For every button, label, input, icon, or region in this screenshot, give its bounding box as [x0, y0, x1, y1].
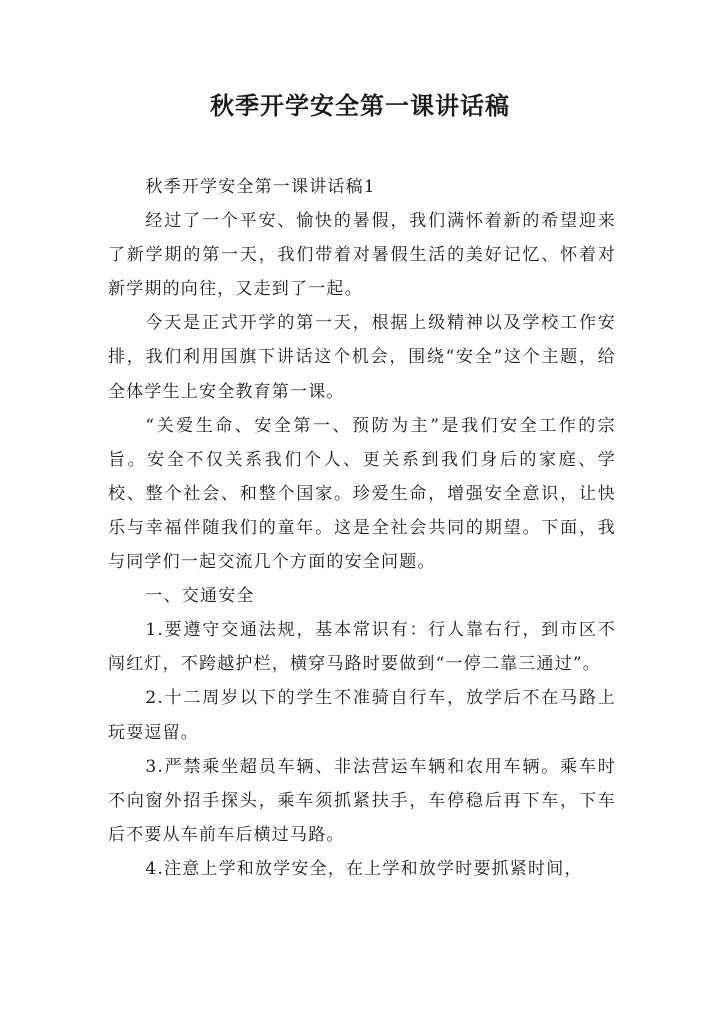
- paragraph: 4.注意上学和放学安全，在上学和放学时要抓紧时间，: [145, 858, 583, 879]
- document-body: [108, 170, 616, 886]
- paragraph: 3.严禁乘坐超员车辆、非法营运车辆和农用车辆。乘车时不向窗外招手探头，乘车须抓紧扶手，车停稳后再下车，下车后不要从车前车后横过马路。: [108, 756, 616, 845]
- section-heading: 一、交通安全: [145, 586, 255, 607]
- paragraph: “关爱生命、安全第一、预防为主”是我们安全工作的宗旨。安全不仅关系我们个人、更关系到我们身后的家庭、学校、整个社会、和整个国家。珍爱生命，增强安全意识，让快乐与幸福伴随我们的童年。这是全社会共同的期望。下面，我与同学们一起交流几个方面的安全问题。: [108, 415, 616, 573]
- paragraph-subtitle: 秋季开学安全第一课讲话稿1: [145, 177, 376, 197]
- document-title: 秋季开学安全第一课讲话稿: [210, 91, 510, 120]
- paragraph: 1.要遵守交通法规，基本常识有：行人靠右行，到市区不闯红灯，不跨越护栏，横穿马路时要做到“一停二靠三通过”。: [108, 620, 616, 675]
- paragraph: 经过了一个平安、愉快的暑假，我们满怀着新的希望迎来了新学期的第一天，我们带着对暑假生活的美好记忆、怀着对新学期的向往，又走到了一起。: [108, 211, 616, 300]
- paragraph: 今天是正式开学的第一天，根据上级精神以及学校工作安排，我们利用国旗下讲话这个机会，围绕“安全”这个主题，给全体学生上安全教育第一课。: [108, 313, 616, 402]
- paragraph: 2.十二周岁以下的学生不准骑自行车，放学后不在马路上玩耍逗留。: [108, 688, 616, 743]
